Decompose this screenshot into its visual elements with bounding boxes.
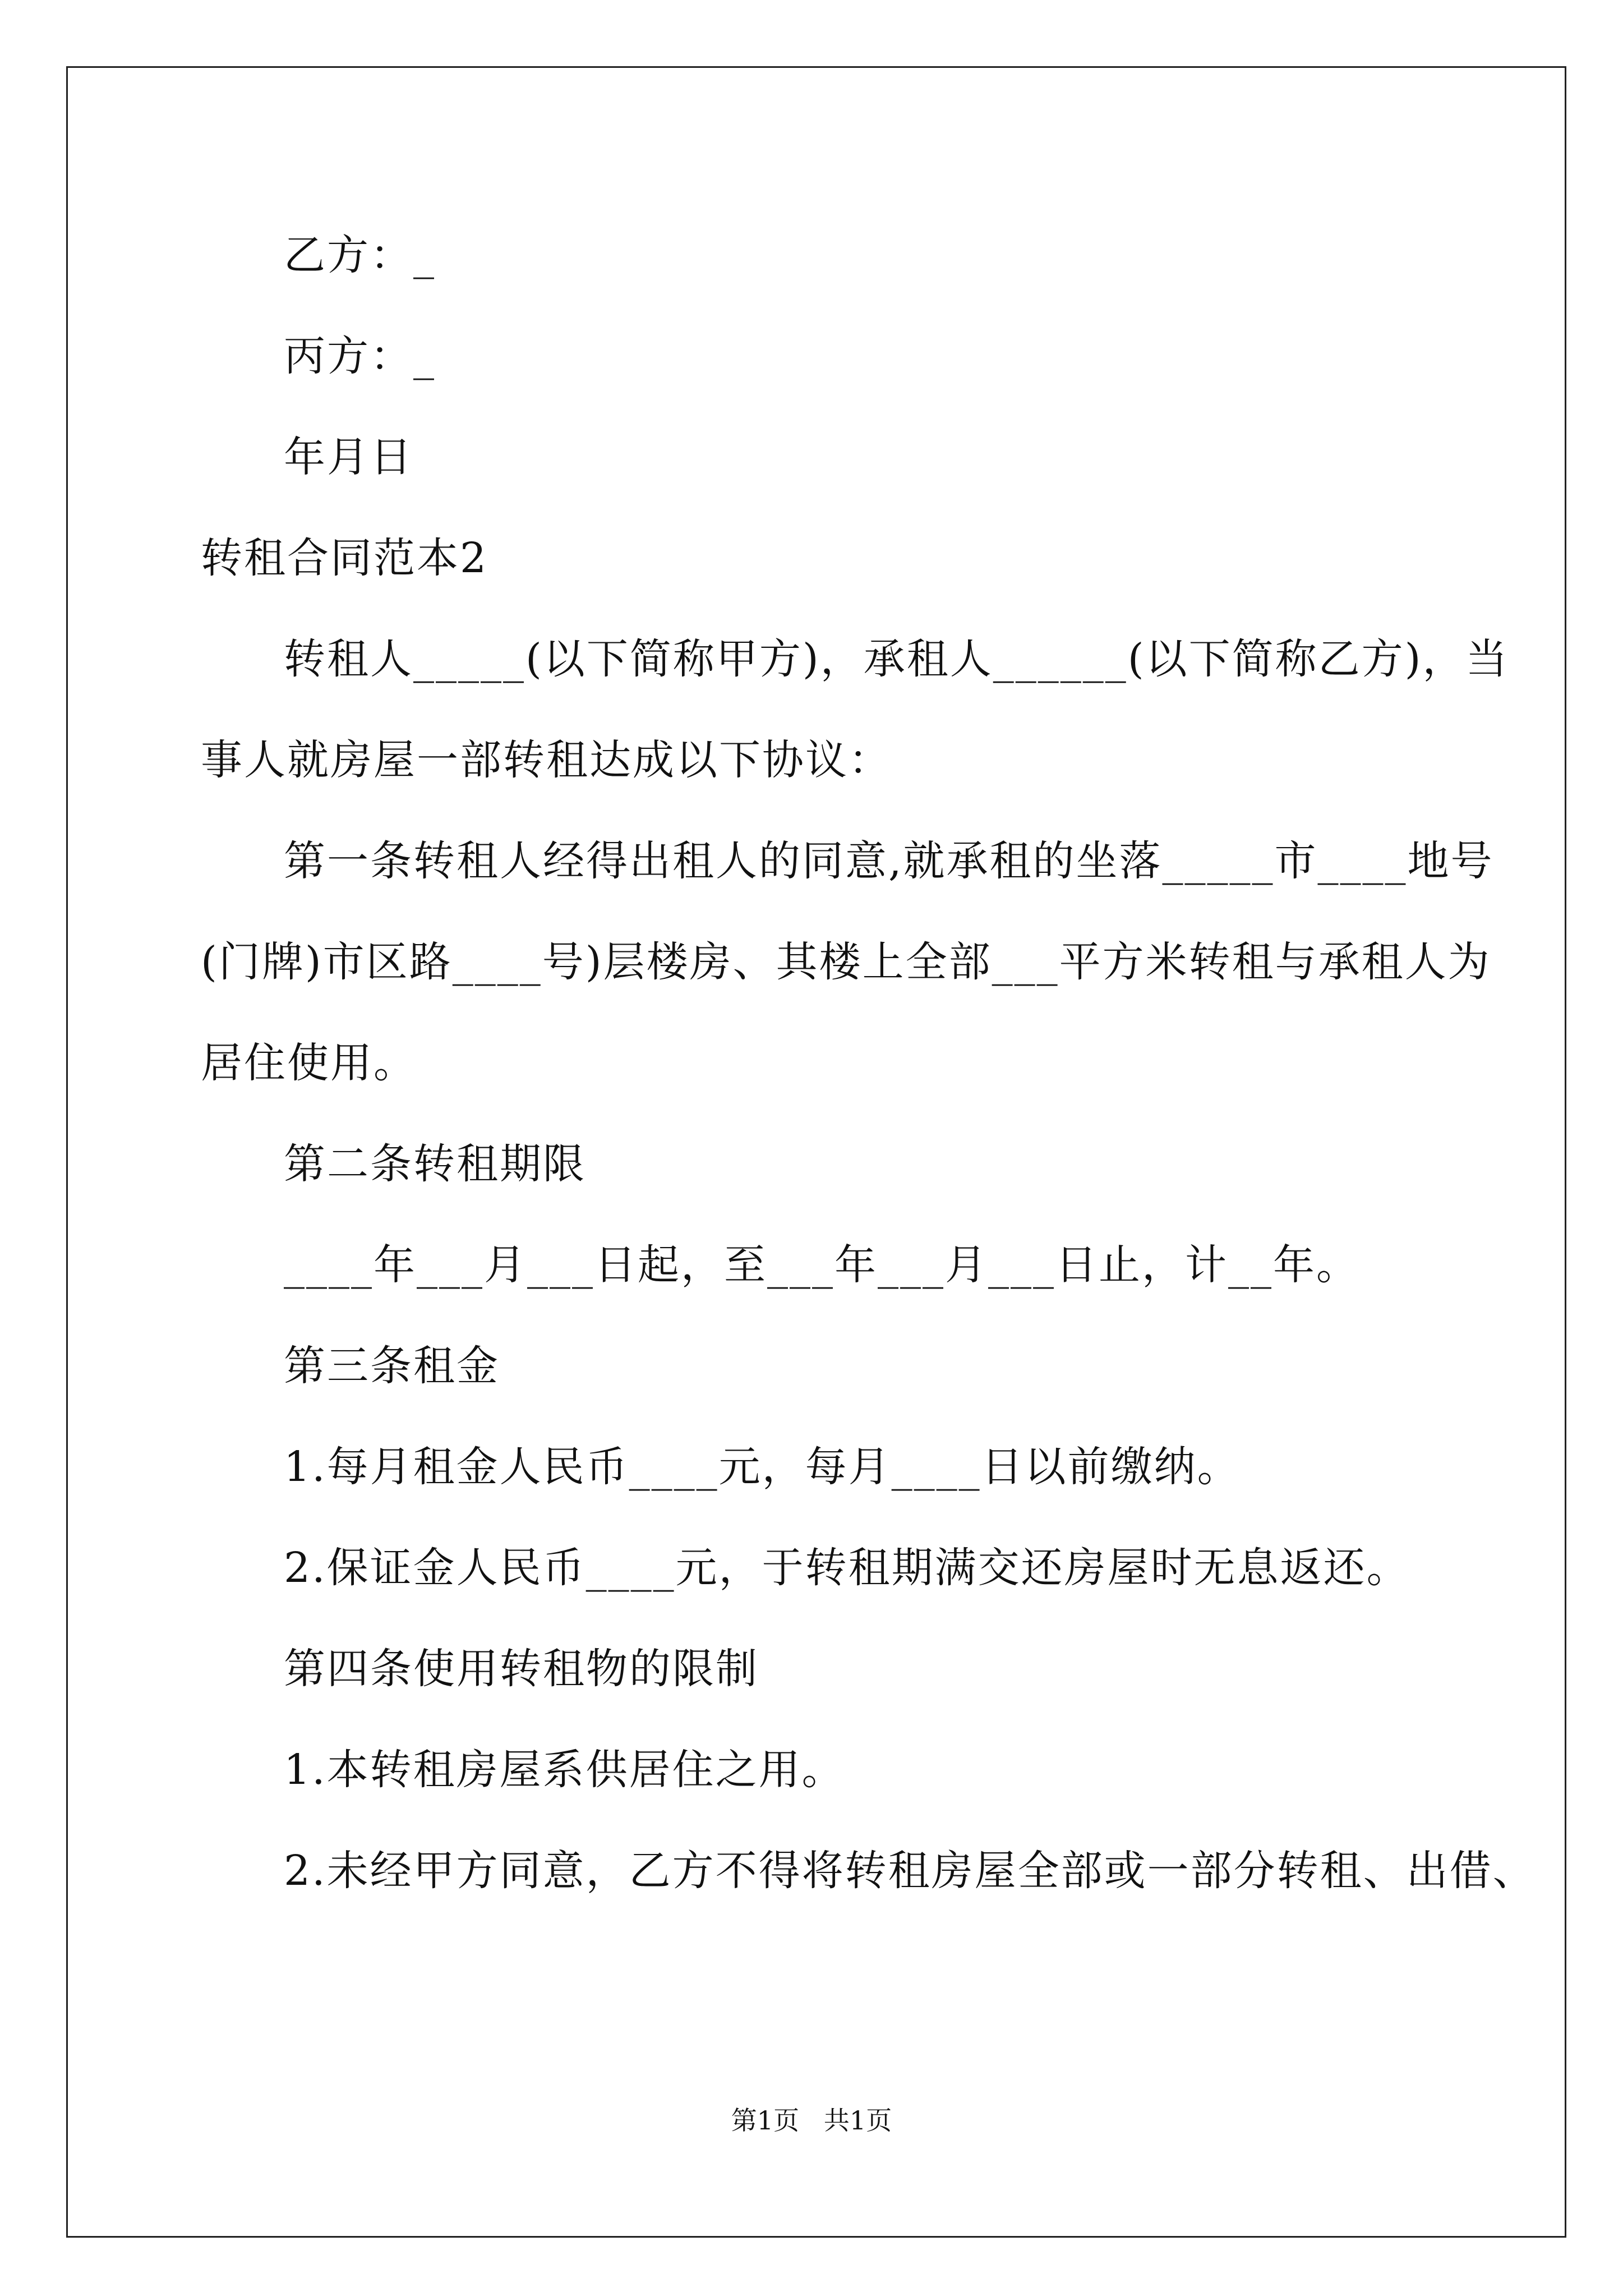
- contract-title: 转租合同范本2: [201, 534, 488, 582]
- page-number: 第1页 共1页: [731, 2105, 892, 2136]
- list-item: 1.每月租金人民币____元，每月____日以前缴纳。: [284, 1443, 1241, 1491]
- paragraph-line: 第一条转租人经得出租人的同意,就承租的坐落_____市____地号: [284, 837, 1494, 885]
- paragraph-line: 转租人_____(以下简称甲方)，承租人______(以下简称乙方)，当: [284, 635, 1509, 683]
- section-heading: 第二条转租期限: [284, 1140, 586, 1188]
- list-item: 2.保证金人民币____元，于转租期满交还房屋时无息返还。: [284, 1544, 1410, 1592]
- date-line: 年月日: [284, 433, 413, 481]
- party-b-line: 乙方：_: [284, 231, 436, 279]
- paragraph-line: 事人就房屋一部转租达成以下协议：: [201, 736, 892, 784]
- party-c-line: 丙方：_: [284, 332, 436, 380]
- list-item: 1.本转租房屋系供居住之用。: [284, 1746, 845, 1794]
- list-item: 2.未经甲方同意，乙方不得将转租房屋全部或一部分转租、出借、: [284, 1847, 1536, 1895]
- paragraph-line: 居住使用。: [201, 1039, 417, 1087]
- paragraph-line: ____年___月___日起，至___年___月___日止，计__年。: [284, 1241, 1359, 1289]
- paragraph-line: (门牌)市区路____号)层楼房、其楼上全部___平方米转租与承租人为: [201, 938, 1491, 986]
- section-heading: 第四条使用转租物的限制: [284, 1645, 759, 1693]
- section-heading: 第三条租金: [284, 1342, 500, 1390]
